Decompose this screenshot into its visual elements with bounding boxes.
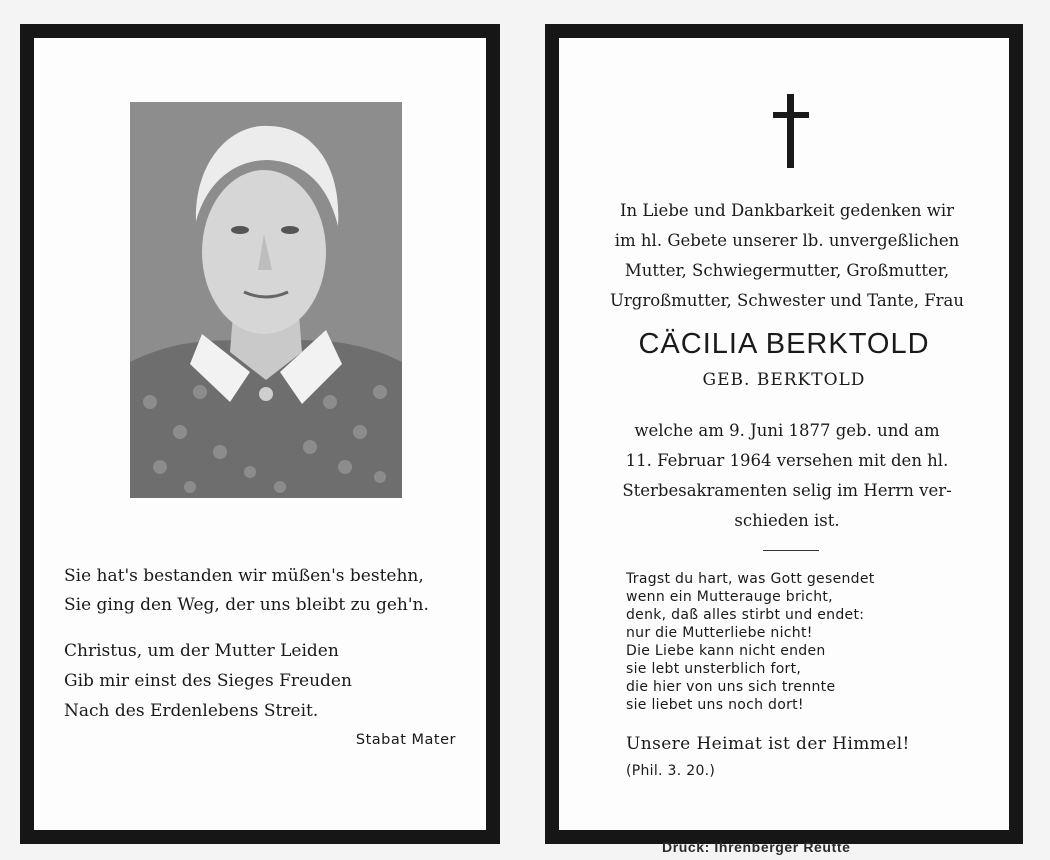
intro-line: In Liebe und Dankbarkeit gedenken wir (619, 201, 955, 220)
dates-line: 11. Februar 1964 versehen mit den hl. (625, 451, 949, 470)
poem-source: Stabat Mater (355, 732, 456, 748)
intro-line: im hl. Gebete unserer lb. unvergeßlichen (614, 231, 960, 250)
intro-line: Urgroßmutter, Schwester und Tante, Frau (609, 291, 965, 310)
bible-citation: (Phil. 3. 20.) (626, 763, 716, 779)
intro-text (577, 196, 997, 316)
dates-line: schieden ist. (734, 511, 840, 530)
verse-line: nur die Mutterliebe nicht! (626, 625, 813, 641)
left-card (20, 24, 500, 844)
verse-line: sie liebet uns noch dort! (626, 697, 804, 713)
verse-line: denk, daß alles stirbt und endet: (626, 607, 865, 623)
poem-line: Christus, um der Mutter Leiden (64, 641, 339, 661)
memorial-verse (626, 570, 875, 714)
right-card (545, 24, 1023, 844)
life-dates-text (577, 416, 997, 536)
deceased-name: CÄCILIA BERKTOLD (638, 328, 930, 360)
motto: Unsere Heimat ist der Himmel! (626, 734, 910, 754)
verse-line: wenn ein Mutterauge bricht, (626, 589, 833, 605)
poem-line: Gib mir einst des Sieges Freuden (64, 671, 352, 691)
poem-line: Sie ging den Weg, der uns bleibt zu geh'n. (64, 595, 429, 615)
poem-line: Nach des Erdenlebens Streit. (64, 701, 319, 721)
poem-line: Sie hat's bestanden wir müßen's bestehn, (64, 566, 424, 586)
maiden-name: GEB. BERKTOLD (702, 370, 866, 390)
portrait-image (130, 102, 402, 498)
verse-line: die hier von uns sich trennte (626, 679, 836, 695)
intro-line: Mutter, Schwiegermutter, Großmutter, (624, 261, 950, 280)
verse-line: sie lebt unsterblich fort, (626, 661, 802, 677)
portrait-photo (130, 102, 402, 498)
cross-icon (773, 94, 809, 168)
verse-line: Tragst du hart, was Gott gesendet (626, 571, 875, 587)
poem-second-stanza (64, 636, 494, 726)
dates-line: Sterbesakramenten selig im Herrn ver- (622, 481, 952, 500)
divider (763, 550, 819, 551)
printer-imprint: Druck: Ihrenberger Reutte (662, 839, 851, 855)
poem-first-stanza (64, 562, 494, 620)
dates-line: welche am 9. Juni 1877 geb. und am (634, 421, 940, 440)
verse-line: Die Liebe kann nicht enden (626, 643, 826, 659)
